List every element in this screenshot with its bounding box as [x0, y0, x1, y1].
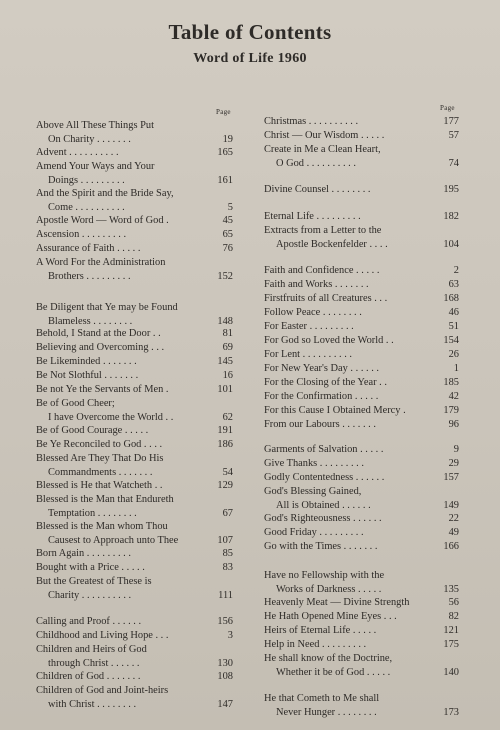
toc-entry-line: with Christ . . . . . . . .	[48, 698, 137, 710]
toc-entry-line: All is Obtained . . . . . .	[276, 499, 371, 511]
toc-page-number: 145	[217, 356, 233, 367]
toc-entry-line: Born Again . . . . . . . . .	[36, 548, 131, 559]
toc-entry-line: Be Ye Reconciled to God . . . .	[36, 439, 163, 450]
toc-entry-line: Brothers . . . . . . . . .	[48, 270, 131, 282]
toc-entry-line: Commandments . . . . . . .	[48, 466, 153, 478]
toc-page-number: 83	[222, 562, 233, 573]
toc-entry-line: Believing and Overcoming . . .	[36, 342, 165, 353]
toc-page-number: 185	[443, 377, 459, 388]
toc-page-number: 156	[217, 616, 233, 627]
toc-page-number: 147	[217, 698, 233, 710]
toc-entry-line: For the Closing of the Year . .	[264, 377, 387, 388]
toc-page-number: 74	[448, 157, 459, 169]
toc-page-number: 42	[448, 391, 459, 402]
toc-entry-line: A Word For the Administration	[36, 257, 166, 268]
toc-right-column	[264, 0, 476, 730]
toc-page-number: 154	[443, 335, 459, 346]
toc-page-number: 152	[217, 270, 233, 282]
toc-entry-line: Be of Good Courage . . . . .	[36, 425, 149, 436]
toc-page-number: 49	[448, 527, 459, 538]
toc-entry-line: Heavenly Meat — Divine Strength	[264, 597, 410, 608]
toc-page-number: 45	[222, 215, 233, 226]
toc-entry-line: Be of Good Cheer;	[36, 398, 115, 409]
toc-page-number: 186	[217, 439, 233, 450]
toc-page-number: 121	[443, 625, 459, 636]
toc-entry-line: Godly Contentedness . . . . . .	[264, 472, 385, 483]
toc-entry-line: Faith and Works . . . . . . .	[264, 279, 369, 290]
toc-entry-line: Childhood and Living Hope . . .	[36, 630, 169, 641]
toc-page-number: 177	[443, 116, 459, 127]
toc-page-number: 149	[443, 499, 459, 511]
toc-page-number: 168	[443, 293, 459, 304]
toc-page-number: 130	[217, 657, 233, 669]
toc-page-number: 140	[443, 666, 459, 678]
toc-entry-line: Amend Your Ways and Your	[36, 161, 155, 172]
toc-entry-line: Works of Darkness . . . . .	[276, 583, 382, 595]
toc-page-number: 135	[443, 583, 459, 595]
toc-page-number: 108	[217, 671, 233, 682]
toc-entry-line: He that Cometh to Me shall	[264, 693, 380, 704]
toc-entry-line: Never Hunger . . . . . . . .	[276, 706, 377, 718]
toc-entry-line: Bought with a Price . . . . .	[36, 562, 145, 573]
toc-page-number: 148	[217, 315, 233, 327]
toc-page-number: 62	[222, 411, 233, 423]
toc-entry-line: Assurance of Faith . . . . .	[36, 243, 141, 254]
toc-page-number: 51	[448, 321, 459, 332]
toc-entry-line: Have no Fellowship with the	[264, 570, 385, 581]
toc-entry-line: For New Year's Day . . . . . .	[264, 363, 380, 374]
toc-page-number: 22	[448, 513, 459, 524]
toc-entry-line: Apostle Word — Word of God .	[36, 215, 169, 226]
toc-page-number: 57	[448, 130, 459, 141]
toc-entry-line: Help in Need . . . . . . . . .	[264, 639, 367, 650]
toc-page-number: 104	[443, 238, 459, 250]
toc-page-number: 29	[448, 458, 459, 469]
toc-page-number: 191	[217, 425, 233, 436]
toc-entry-line: For Easter . . . . . . . . .	[264, 321, 354, 332]
page-subtitle: Word of Life 1960	[193, 51, 307, 66]
toc-entry-line: Eternal Life . . . . . . . . .	[264, 211, 361, 222]
toc-page-number: 9	[453, 444, 459, 455]
toc-entry-line: Charity . . . . . . . . . .	[48, 589, 132, 601]
toc-entry-line: Be Diligent that Ye may be Found	[36, 302, 178, 313]
toc-entry-line: Ascension . . . . . . . . .	[36, 229, 127, 240]
toc-entry-line: On Charity . . . . . . .	[48, 133, 131, 145]
toc-page-number: 175	[443, 639, 459, 650]
toc-entry-line: Faith and Confidence . . . . .	[264, 265, 380, 276]
toc-entry-line: Temptation . . . . . . . .	[48, 507, 137, 519]
toc-page-number: 63	[448, 279, 459, 290]
toc-page-number: 96	[448, 419, 459, 430]
toc-page-number: 182	[443, 211, 459, 222]
toc-page-number: 5	[227, 201, 233, 213]
toc-entry-line: Doings . . . . . . . . .	[48, 174, 125, 186]
toc-entry-line: Be Not Slothful . . . . . . .	[36, 370, 139, 381]
toc-page-number: 54	[222, 466, 233, 478]
toc-entry-line: Whether it be of God . . . . .	[276, 666, 391, 678]
right-page-column-header: Page	[440, 104, 455, 112]
toc-entry-line: Extracts from a Letter to the	[264, 225, 382, 236]
toc-entry-line: He shall know of the Doctrine,	[264, 653, 393, 664]
toc-page-number: 76	[222, 243, 233, 254]
toc-entry-line: Garments of Salvation . . . . .	[264, 444, 384, 455]
toc-entry-line: Children of God . . . . . . .	[36, 671, 141, 682]
toc-page-number: 129	[217, 480, 233, 491]
toc-page-number: 46	[448, 307, 459, 318]
toc-entry-line: Give Thanks . . . . . . . . .	[264, 458, 364, 469]
toc-entry-line: He Hath Opened Mine Eyes . . .	[264, 611, 397, 622]
toc-entry-line: Go with the Times . . . . . . .	[264, 541, 378, 552]
toc-entry-line: Advent . . . . . . . . . .	[36, 147, 119, 158]
toc-entry-line: God's Blessing Gained,	[264, 486, 362, 497]
toc-entry-line: Blameless . . . . . . . .	[48, 315, 133, 327]
toc-entry-line: For the Confirmation . . . . .	[264, 391, 379, 402]
toc-entry-line: Christ — Our Wisdom . . . . .	[264, 130, 385, 141]
toc-entry-line: For God so Loved the World . .	[264, 335, 394, 346]
toc-entry-line: Calling and Proof . . . . . .	[36, 616, 142, 627]
toc-page-number: 19	[222, 133, 233, 145]
toc-page-number: 81	[222, 328, 233, 339]
toc-entry-line: And the Spirit and the Bride Say,	[36, 188, 174, 199]
toc-entry-line: From our Labours . . . . . . .	[264, 419, 376, 430]
toc-entry-line: Blessed is the Man whom Thou	[36, 521, 168, 532]
toc-page-number: 165	[217, 147, 233, 158]
toc-page-number: 195	[443, 184, 459, 195]
toc-entry-line: Be Likeminded . . . . . . .	[36, 356, 137, 367]
toc-page-number: 166	[443, 541, 459, 552]
toc-entry-line: I have Overcome the World . .	[48, 411, 174, 423]
toc-left-column	[36, 0, 248, 730]
toc-page-number: 111	[218, 589, 233, 601]
toc-entry-line: Come . . . . . . . . . .	[48, 201, 125, 213]
toc-page-number: 65	[222, 229, 233, 240]
toc-page-number: 107	[217, 534, 233, 546]
toc-entry-line: through Christ . . . . . .	[48, 657, 140, 669]
toc-page-number: 101	[217, 384, 233, 395]
toc-entry-line: Causest to Approach unto Thee	[48, 534, 179, 546]
toc-entry-line: For Lent . . . . . . . . . .	[264, 349, 353, 360]
page-title: Table of Contents	[168, 20, 332, 44]
toc-page-number: 16	[222, 370, 233, 381]
toc-page-number: 1	[453, 363, 459, 374]
toc-entry-line: Christmas . . . . . . . . . .	[264, 116, 359, 127]
toc-page-number: 69	[222, 342, 233, 353]
toc-page-number: 3	[227, 630, 233, 641]
toc-page-number: 157	[443, 472, 459, 483]
toc-entry-line: Heirs of Eternal Life . . . . .	[264, 625, 377, 636]
toc-entry-line: Good Friday . . . . . . . . .	[264, 527, 364, 538]
toc-entry-line: Blessed is He that Watcheth . .	[36, 480, 163, 491]
toc-entry-line: Behold, I Stand at the Door . .	[36, 328, 161, 339]
toc-entry-line: For this Cause I Obtained Mercy .	[264, 405, 406, 416]
left-page-column-header: Page	[216, 108, 231, 116]
toc-entry-line: God's Righteousness . . . . . .	[264, 513, 382, 524]
toc-page-number: 67	[222, 507, 233, 519]
toc-entry-line: Blessed Are They That Do His	[36, 453, 164, 464]
toc-entry-line: O God . . . . . . . . . .	[276, 157, 356, 169]
toc-entry-line: Follow Peace . . . . . . . .	[264, 307, 362, 318]
toc-entry-line: Children and Heirs of God	[36, 644, 147, 655]
toc-page-number: 173	[443, 706, 459, 718]
toc-entry-line: Apostle Bockenfelder . . . .	[276, 238, 388, 250]
toc-entry-line: Firstfruits of all Creatures . . .	[264, 293, 388, 304]
toc-page-number: 85	[222, 548, 233, 559]
toc-entry-line: Create in Me a Clean Heart,	[264, 144, 381, 155]
toc-entry-line: Divine Counsel . . . . . . . .	[264, 184, 371, 195]
toc-page-number: 82	[448, 611, 459, 622]
toc-page-number: 2	[453, 265, 459, 276]
toc-entry-line: Children of God and Joint-heirs	[36, 685, 169, 696]
toc-page-number: 161	[217, 174, 233, 186]
toc-page-number: 56	[448, 597, 459, 608]
toc-entry-line: But the Greatest of These is	[36, 576, 152, 587]
toc-page-number: 26	[448, 349, 459, 360]
toc-entry-line: Be not Ye the Servants of Men .	[36, 384, 169, 395]
toc-entry-line: Above All These Things Put	[36, 120, 154, 131]
toc-entry-line: Blessed is the Man that Endureth	[36, 494, 174, 505]
toc-page-number: 179	[443, 405, 459, 416]
